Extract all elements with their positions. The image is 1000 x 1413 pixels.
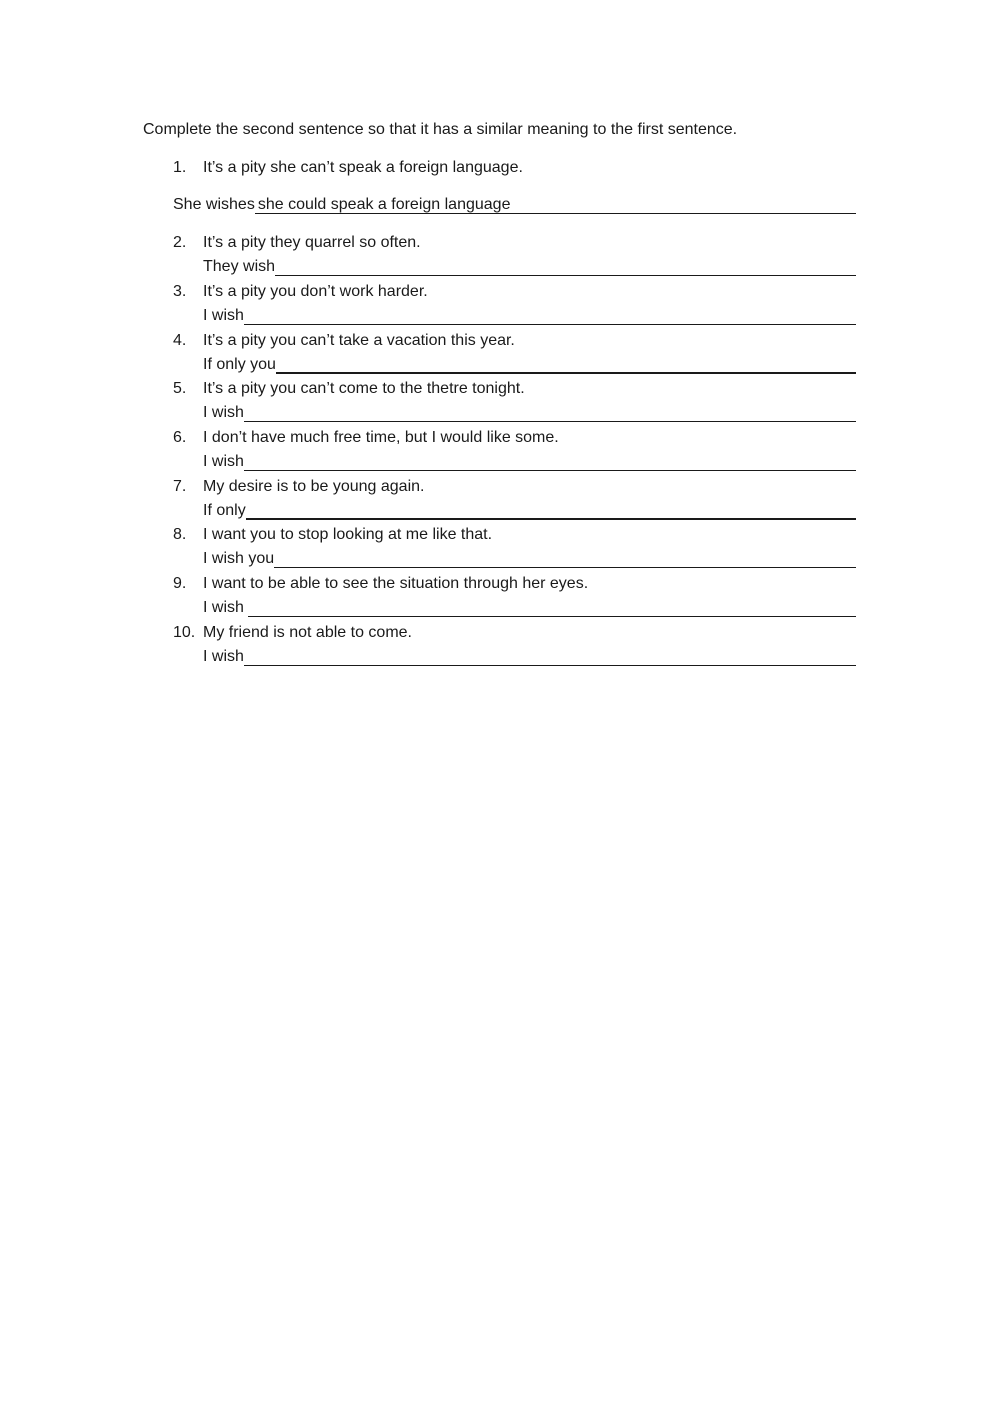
item-10-prompt: I wish [203, 648, 244, 665]
item-8-prompt: I wish you [203, 550, 275, 567]
item-5-prompt: I wish [203, 404, 244, 421]
item-5-answer-row [203, 403, 856, 423]
item-10-number: 10. [173, 624, 196, 641]
item-1-prompt: She wishes [173, 196, 255, 213]
item-2-sentence: It’s a pity they quarrel so often. [203, 234, 421, 251]
item-6-answer-field[interactable] [244, 452, 856, 471]
item-5-answer-field[interactable] [244, 403, 856, 422]
item-3-prompt: I wish [203, 307, 244, 324]
item-1-answer-row [173, 195, 856, 215]
item-4-number: 4. [173, 332, 187, 349]
item-1-answer-field[interactable] [255, 195, 856, 214]
instruction-text: Complete the second sentence so that it has a similar meaning to the first sentence. [143, 121, 738, 138]
item-4-sentence: It’s a pity you can’t take a vacation this year. [203, 332, 515, 349]
item-1-answer-text: she could speak a foreign language [257, 196, 511, 213]
item-3-sentence: It’s a pity you don’t work harder. [203, 283, 428, 300]
item-8-sentence: I want you to stop looking at me like that. [203, 526, 493, 543]
item-9-number: 9. [173, 575, 187, 592]
item-7-answer-field[interactable] [246, 500, 856, 520]
item-8-answer-field[interactable] [274, 549, 856, 568]
item-6-prompt: I wish [203, 453, 244, 470]
item-8-answer-row [203, 549, 856, 569]
item-2-prompt: They wish [203, 258, 276, 275]
item-9-sentence: I want to be able to see the situation through her eyes. [203, 575, 589, 592]
item-6-answer-row [203, 452, 856, 472]
item-10-sentence: My friend is not able to come. [203, 624, 412, 641]
item-2-number: 2. [173, 234, 187, 251]
item-7-prompt: If only [203, 502, 246, 519]
item-3-answer-row [203, 306, 856, 326]
item-4-prompt: If only you [203, 356, 276, 373]
item-10-answer-row [203, 647, 856, 667]
item-7-answer-row [203, 501, 856, 521]
item-4-answer-row [203, 355, 856, 375]
item-7-sentence: My desire is to be young again. [203, 478, 425, 495]
item-3-number: 3. [173, 283, 187, 300]
item-8-number: 8. [173, 526, 187, 543]
item-7-number: 7. [173, 478, 187, 495]
item-6-sentence: I don’t have much free time, but I would like some. [203, 429, 559, 446]
item-9-prompt: I wish [203, 599, 249, 616]
item-10-answer-field[interactable] [244, 647, 856, 666]
item-2-answer-field[interactable] [275, 257, 856, 276]
item-2-answer-row [203, 257, 856, 277]
item-6-number: 6. [173, 429, 187, 446]
item-1-number: 1. [173, 159, 187, 176]
item-5-number: 5. [173, 380, 187, 397]
item-9-answer-field[interactable] [248, 598, 856, 617]
item-1-sentence: It’s a pity she can’t speak a foreign language. [203, 159, 523, 176]
item-5-sentence: It’s a pity you can’t come to the thetre tonight. [203, 380, 525, 397]
item-3-answer-field[interactable] [244, 306, 856, 325]
item-9-answer-row [203, 598, 856, 618]
item-4-answer-field[interactable] [276, 354, 856, 374]
